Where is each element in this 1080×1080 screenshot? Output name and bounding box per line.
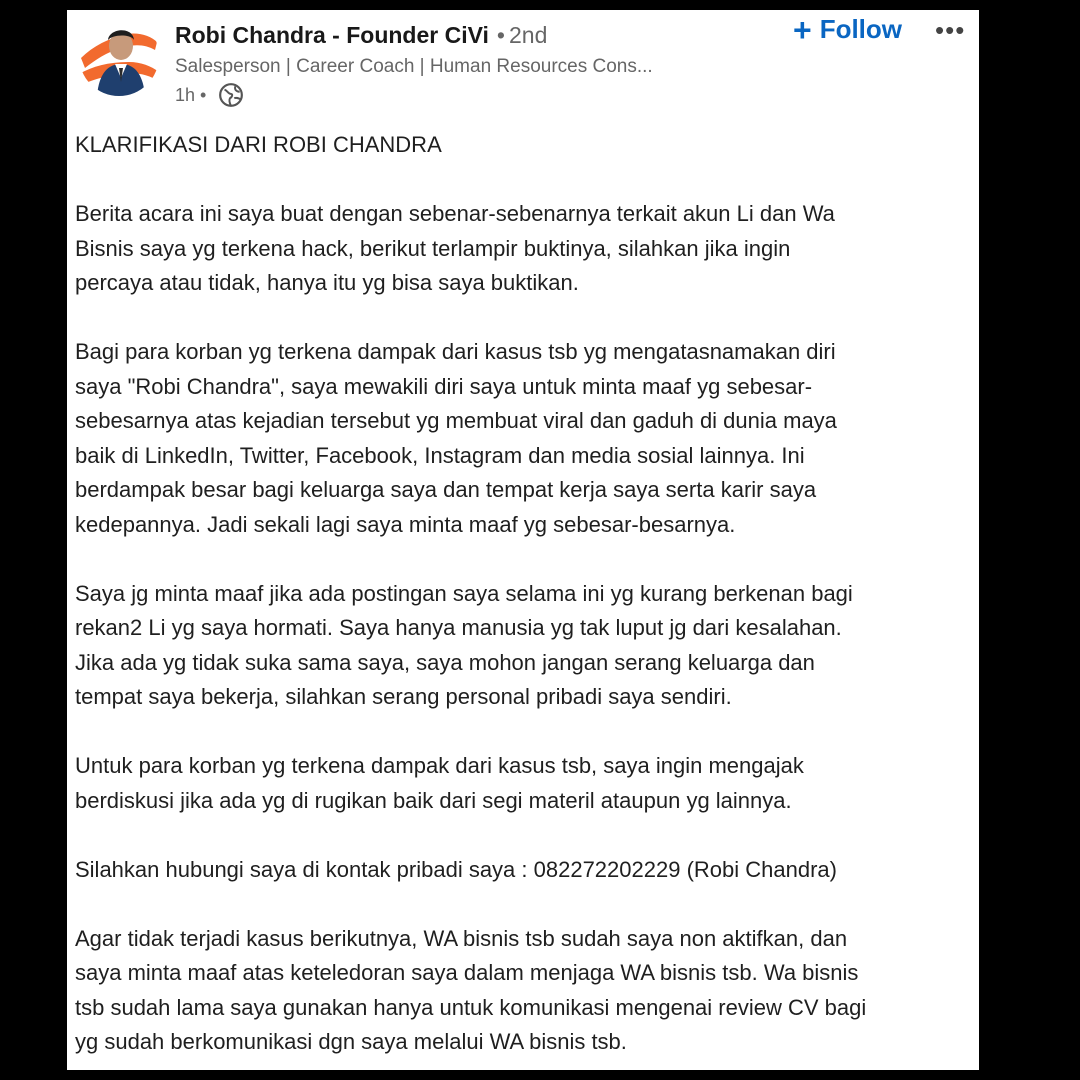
plus-icon: + [793, 11, 812, 48]
post-time: 1h • [175, 85, 207, 105]
author-name[interactable]: Robi Chandra - Founder CiVi [175, 22, 489, 48]
globe-icon [218, 82, 244, 108]
author-name-line [175, 21, 547, 49]
post-paragraph-title: KLARIFIKASI DARI ROBI CHANDRA [75, 132, 442, 157]
post-body [75, 128, 975, 1070]
linkedin-post-card [67, 10, 979, 1070]
post-paragraph: Agar tidak terjadi kasus berikutnya, WA bisnis tsb sudah saya non aktifkan, dan saya minta maaf atas keteledoran saya dalam menjaga WA bisnis tsb. Wa bisnis tsb sudah lama saya gunakan hanya untuk komunikasi mengenai review CV bagi yg sudah berkomunikasi dgn saya melalui WA bisnis tsb. [75, 925, 867, 1054]
post-paragraph: Berita acara ini saya buat dengan sebenar-sebenarnya terkait akun Li dan Wa Bisnis saya yg terkena hack, berikut terlampir buktinya, silahkan jika ingin percaya atau tidak, hanya itu yg bisa saya buktikan. [75, 201, 835, 295]
post-header [67, 10, 979, 122]
author-avatar[interactable] [79, 16, 159, 96]
name-separator: • [496, 22, 505, 48]
avatar-image-icon [79, 16, 159, 96]
post-paragraph: Saya jg minta maaf jika ada postingan saya selama ini yg kurang berkenan bagi rekan2 Li yg saya hormati. Saya hanya manusia yg tak luput jg dari kesalahan. Jika ada yg tidak suka sama saya, saya mohon jangan serang keluarga dan tempat saya bekerja, silahkan serang personal pribadi saya sendiri. [75, 580, 853, 709]
post-meta [175, 82, 244, 108]
connection-degree: 2nd [508, 22, 548, 48]
follow-button[interactable] [793, 11, 903, 48]
post-paragraph-contact: Silahkan hubungi saya di kontak pribadi saya : 082272202229 (Robi Chandra) [75, 856, 837, 882]
follow-label: Follow [819, 14, 903, 44]
ellipsis-icon[interactable]: ••• [935, 15, 966, 45]
post-paragraph: Bagi para korban yg terkena dampak dari kasus tsb yg mengatasnamakan diri saya "Robi Chandra", saya mewakili diri saya untuk minta maaf yg sebesar- sebesarnya atas kejadian tersebut yg membuat viral dan gaduh di dunia maya baik di LinkedIn, Twitter, Facebook, Instagram dan media sosial lainnya. Ini berdampak besar bagi keluarga saya dan tempat kerja saya serta karir saya kedepannya. Jadi sekali lagi saya minta maaf yg sebesar-besarnya. [75, 339, 837, 537]
post-paragraph: Untuk para korban yg terkena dampak dari kasus tsb, saya ingin mengajak berdiskusi jika ada yg di rugikan baik dari segi materil ataupun yg lainnya. [75, 753, 804, 813]
author-headline: Salesperson | Career Coach | Human Resources Cons... [175, 56, 653, 77]
